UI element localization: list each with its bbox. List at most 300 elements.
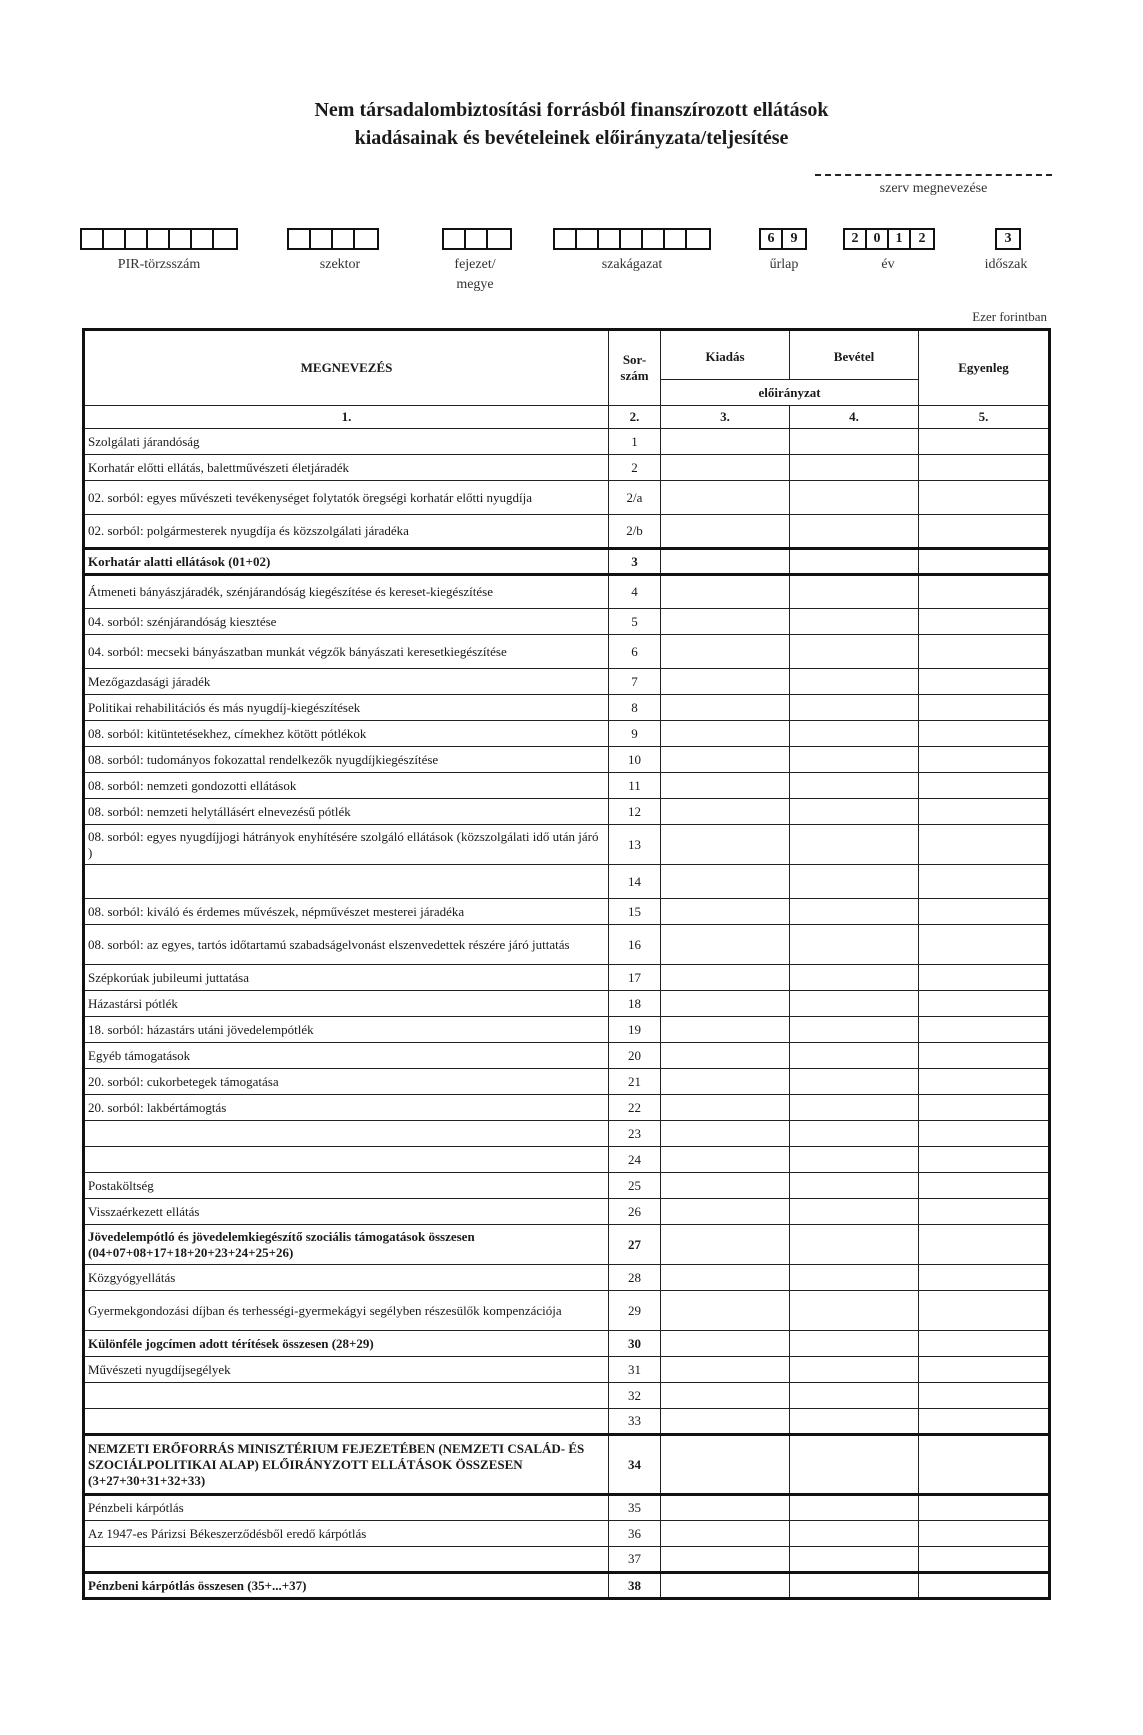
row-number: 11 <box>609 773 661 799</box>
egyenleg-cell[interactable] <box>919 481 1050 515</box>
row-number: 2 <box>609 455 661 481</box>
row-number: 7 <box>609 669 661 695</box>
egyenleg-cell[interactable] <box>919 1225 1050 1265</box>
table-row <box>84 1573 1050 1599</box>
kiadas-cell[interactable] <box>661 575 790 609</box>
kiadas-cell[interactable] <box>661 669 790 695</box>
bevetel-cell[interactable] <box>790 721 919 747</box>
table-row <box>84 429 1050 455</box>
row-number: 36 <box>609 1521 661 1547</box>
row-label: 08. sorból: egyes nyugdíjjogi hátrányok enyhítésére szolgáló ellátások (közszolgálati idő után járó ) <box>84 825 609 865</box>
bevetel-cell[interactable] <box>790 965 919 991</box>
kiadas-cell[interactable] <box>661 1265 790 1291</box>
code-box[interactable] <box>555 230 577 248</box>
row-label: Politikai rehabilitációs és más nyugdíj-kiegészítések <box>84 695 609 721</box>
code-box[interactable] <box>192 230 214 248</box>
kiadas-cell[interactable] <box>661 481 790 515</box>
egyenleg-cell[interactable] <box>919 925 1050 965</box>
egyenleg-cell[interactable] <box>919 1547 1050 1573</box>
bevetel-cell[interactable] <box>790 549 919 575</box>
table-row <box>84 635 1050 669</box>
kiadas-cell[interactable] <box>661 429 790 455</box>
row-label: 08. sorból: nemzeti gondozotti ellátások <box>84 773 609 799</box>
bevetel-cell[interactable] <box>790 515 919 549</box>
egyenleg-cell[interactable] <box>919 865 1050 899</box>
code-box[interactable] <box>214 230 236 248</box>
table-row <box>84 1147 1050 1173</box>
row-number: 21 <box>609 1069 661 1095</box>
kiadas-cell[interactable] <box>661 1435 790 1495</box>
idoszak-code-boxes <box>995 228 1021 250</box>
row-number: 22 <box>609 1095 661 1121</box>
header-sorszam-line-2: szám <box>620 368 649 383</box>
kiadas-cell[interactable] <box>661 865 790 899</box>
row-number: 16 <box>609 925 661 965</box>
egyenleg-cell[interactable] <box>919 429 1050 455</box>
egyenleg-cell[interactable] <box>919 799 1050 825</box>
code-box[interactable] <box>126 230 148 248</box>
table-row <box>84 695 1050 721</box>
kiadas-cell[interactable] <box>661 635 790 669</box>
kiadas-cell[interactable] <box>661 799 790 825</box>
bevetel-cell[interactable] <box>790 1409 919 1435</box>
row-number: 17 <box>609 965 661 991</box>
kiadas-cell[interactable] <box>661 773 790 799</box>
ev-digit-1: 2 <box>845 230 867 248</box>
egyenleg-cell[interactable] <box>919 669 1050 695</box>
bevetel-cell[interactable] <box>790 1521 919 1547</box>
table-row <box>84 1357 1050 1383</box>
row-label: 08. sorból: kitüntetésekhez, címekhez kötött pótlékok <box>84 721 609 747</box>
row-label: Átmeneti bányászjáradék, szénjárandóság kiegészítése és kereset-kiegészítése <box>84 575 609 609</box>
kiadas-cell[interactable] <box>661 515 790 549</box>
kiadas-cell[interactable] <box>661 991 790 1017</box>
bevetel-cell[interactable] <box>790 695 919 721</box>
table-row <box>84 899 1050 925</box>
row-label: 04. sorból: szénjárandóság kiesztése <box>84 609 609 635</box>
colnum-4: 4. <box>790 406 919 429</box>
row-label: 08. sorból: az egyes, tartós időtartamú szabadságelvonást elszenvedettek részére járó juttatás <box>84 925 609 965</box>
egyenleg-cell[interactable] <box>919 747 1050 773</box>
code-box[interactable] <box>687 230 709 248</box>
row-number: 26 <box>609 1199 661 1225</box>
egyenleg-cell[interactable] <box>919 773 1050 799</box>
fejezet-label-line-2: megye <box>456 277 494 292</box>
table-row <box>84 1199 1050 1225</box>
row-number: 6 <box>609 635 661 669</box>
code-box[interactable] <box>104 230 126 248</box>
row-label: 02. sorból: egyes művészeti tevékenységet folytatók öregségi korhatár előtti nyugdíja <box>84 481 609 515</box>
table-row <box>84 549 1050 575</box>
kiadas-cell[interactable] <box>661 1225 790 1265</box>
egyenleg-cell[interactable] <box>919 1409 1050 1435</box>
kiadas-cell[interactable] <box>661 1043 790 1069</box>
table-row <box>84 575 1050 609</box>
row-number: 3 <box>609 549 661 575</box>
header-sorszam <box>609 330 661 406</box>
row-number: 13 <box>609 825 661 865</box>
idoszak-label: időszak <box>984 257 1028 272</box>
bevetel-cell[interactable] <box>790 991 919 1017</box>
egyenleg-cell[interactable] <box>919 825 1050 865</box>
row-number: 35 <box>609 1495 661 1521</box>
row-label <box>84 865 609 899</box>
kiadas-cell[interactable] <box>661 1147 790 1173</box>
egyenleg-cell[interactable] <box>919 991 1050 1017</box>
row-label: 08. sorból: tudományos fokozattal rendelkezők nyugdíjkiegészítése <box>84 747 609 773</box>
kiadas-cell[interactable] <box>661 1173 790 1199</box>
bevetel-cell[interactable] <box>790 429 919 455</box>
kiadas-cell[interactable] <box>661 925 790 965</box>
egyenleg-cell[interactable] <box>919 549 1050 575</box>
bevetel-cell[interactable] <box>790 1291 919 1331</box>
row-label: Házastársi pótlék <box>84 991 609 1017</box>
row-label <box>84 1147 609 1173</box>
egyenleg-cell[interactable] <box>919 1331 1050 1357</box>
szektor-code-boxes[interactable] <box>287 228 379 250</box>
table-row <box>84 865 1050 899</box>
row-label: 02. sorból: polgármesterek nyugdíja és közszolgálati járadéka <box>84 515 609 549</box>
row-number: 24 <box>609 1147 661 1173</box>
egyenleg-cell[interactable] <box>919 695 1050 721</box>
row-number: 1 <box>609 429 661 455</box>
code-box[interactable] <box>665 230 687 248</box>
code-box[interactable] <box>444 230 466 248</box>
row-number: 18 <box>609 991 661 1017</box>
bevetel-cell[interactable] <box>790 1069 919 1095</box>
table-row <box>84 1547 1050 1573</box>
kiadas-cell[interactable] <box>661 549 790 575</box>
kiadas-cell[interactable] <box>661 609 790 635</box>
row-number: 20 <box>609 1043 661 1069</box>
row-label: 20. sorból: lakbértámogtás <box>84 1095 609 1121</box>
egyenleg-cell[interactable] <box>919 1521 1050 1547</box>
row-number: 8 <box>609 695 661 721</box>
table-row <box>84 925 1050 965</box>
kiadas-cell[interactable] <box>661 1521 790 1547</box>
row-label: Pénzbeli kárpótlás <box>84 1495 609 1521</box>
table-row <box>84 1121 1050 1147</box>
bevetel-cell[interactable] <box>790 799 919 825</box>
kiadas-cell[interactable] <box>661 1069 790 1095</box>
egyenleg-cell[interactable] <box>919 1573 1050 1599</box>
pir-code-boxes[interactable] <box>80 228 238 250</box>
kiadas-cell[interactable] <box>661 721 790 747</box>
pir-label: PIR-törzsszám <box>117 257 201 272</box>
table-row <box>84 1069 1050 1095</box>
szakagazat-label: szakágazat <box>601 257 663 272</box>
bevetel-cell[interactable] <box>790 1357 919 1383</box>
egyenleg-cell[interactable] <box>919 1383 1050 1409</box>
table-row <box>84 481 1050 515</box>
header-row-1 <box>84 330 1050 380</box>
row-number: 27 <box>609 1225 661 1265</box>
egyenleg-cell[interactable] <box>919 455 1050 481</box>
table-row <box>84 1331 1050 1357</box>
egyenleg-cell[interactable] <box>919 1121 1050 1147</box>
row-label: Gyermekgondozási díjban és terhességi-gyermekágyi segélyben részesülők kompenzációja <box>84 1291 609 1331</box>
row-number: 15 <box>609 899 661 925</box>
table-row <box>84 1291 1050 1331</box>
row-number: 19 <box>609 1017 661 1043</box>
row-number: 30 <box>609 1331 661 1357</box>
row-number: 38 <box>609 1573 661 1599</box>
bevetel-cell[interactable] <box>790 1199 919 1225</box>
kiadas-cell[interactable] <box>661 825 790 865</box>
table-row <box>84 1409 1050 1435</box>
row-label: Különféle jogcímen adott térítések összesen (28+29) <box>84 1331 609 1357</box>
kiadas-cell[interactable] <box>661 747 790 773</box>
row-label <box>84 1121 609 1147</box>
szektor-label: szektor <box>319 257 361 272</box>
table-row <box>84 825 1050 865</box>
kiadas-cell[interactable] <box>661 1331 790 1357</box>
egyenleg-cell[interactable] <box>919 1199 1050 1225</box>
row-number: 5 <box>609 609 661 635</box>
egyenleg-cell[interactable] <box>919 1043 1050 1069</box>
row-label: Szépkorúak jubileumi juttatása <box>84 965 609 991</box>
table-row <box>84 455 1050 481</box>
code-box[interactable] <box>289 230 311 248</box>
urlap-digit-1: 6 <box>761 230 783 248</box>
row-number: 4 <box>609 575 661 609</box>
egyenleg-cell[interactable] <box>919 1017 1050 1043</box>
row-label: Szolgálati járandóság <box>84 429 609 455</box>
row-label: Művészeti nyugdíjsegélyek <box>84 1357 609 1383</box>
table-row <box>84 1495 1050 1521</box>
kiadas-cell[interactable] <box>661 1573 790 1599</box>
header-kiadas: Kiadás <box>661 330 790 380</box>
bevetel-cell[interactable] <box>790 609 919 635</box>
table-row <box>84 1017 1050 1043</box>
egyenleg-cell[interactable] <box>919 1265 1050 1291</box>
bevetel-cell[interactable] <box>790 1573 919 1599</box>
code-box[interactable] <box>643 230 665 248</box>
urlap-code-boxes <box>759 228 807 250</box>
row-number: 31 <box>609 1357 661 1383</box>
row-label: Korhatár előtti ellátás, balettművészeti életjáradék <box>84 455 609 481</box>
colnum-5: 5. <box>919 406 1050 429</box>
colnum-3: 3. <box>661 406 790 429</box>
row-number: 10 <box>609 747 661 773</box>
table-row <box>84 609 1050 635</box>
row-number: 32 <box>609 1383 661 1409</box>
row-number: 28 <box>609 1265 661 1291</box>
egyenleg-cell[interactable] <box>919 635 1050 669</box>
ev-label: év <box>881 257 895 272</box>
header-megnevezes: MEGNEVEZÉS <box>84 330 609 406</box>
row-label: NEMZETI ERŐFORRÁS MINISZTÉRIUM FEJEZETÉBEN (NEMZETI CSALÁD- ÉS SZOCIÁLPOLITIKAI ALAP) ELŐIRÁNYZOTT ELLÁTÁSOK ÖSSZESEN (3+27+30+31+32+33) <box>84 1435 609 1495</box>
org-name-line[interactable] <box>815 174 1052 176</box>
fejezet-label <box>430 255 520 295</box>
bevetel-cell[interactable] <box>790 1095 919 1121</box>
fejezet-code-boxes[interactable] <box>442 228 512 250</box>
row-label: Korhatár alatti ellátások (01+02) <box>84 549 609 575</box>
row-number: 34 <box>609 1435 661 1495</box>
row-label <box>84 1409 609 1435</box>
code-box[interactable] <box>599 230 621 248</box>
table-row <box>84 799 1050 825</box>
egyenleg-cell[interactable] <box>919 575 1050 609</box>
kiadas-cell[interactable] <box>661 455 790 481</box>
bevetel-cell[interactable] <box>790 1435 919 1495</box>
row-label: Egyéb támogatások <box>84 1043 609 1069</box>
kiadas-cell[interactable] <box>661 1357 790 1383</box>
egyenleg-cell[interactable] <box>919 1291 1050 1331</box>
table-row <box>84 1095 1050 1121</box>
kiadas-cell[interactable] <box>661 1121 790 1147</box>
kiadas-cell[interactable] <box>661 965 790 991</box>
row-number: 2/a <box>609 481 661 515</box>
kiadas-cell[interactable] <box>661 1291 790 1331</box>
table-row <box>84 669 1050 695</box>
urlap-label: űrlap <box>769 257 799 272</box>
table-row <box>84 747 1050 773</box>
bevetel-cell[interactable] <box>790 1547 919 1573</box>
title-line-2: kiadásainak és bevételeinek előirányzata/teljesítése <box>354 127 789 149</box>
row-label <box>84 1547 609 1573</box>
bevetel-cell[interactable] <box>790 481 919 515</box>
kiadas-cell[interactable] <box>661 695 790 721</box>
table-row <box>84 1173 1050 1199</box>
egyenleg-cell[interactable] <box>919 515 1050 549</box>
table-row <box>84 991 1050 1017</box>
table-row <box>84 1043 1050 1069</box>
bevetel-cell[interactable] <box>790 1265 919 1291</box>
kiadas-cell[interactable] <box>661 1095 790 1121</box>
code-box[interactable] <box>488 230 510 248</box>
code-box[interactable] <box>82 230 104 248</box>
row-number: 25 <box>609 1173 661 1199</box>
row-label: Jövedelempótló és jövedelemkiegészítő szociális támogatások összesen (04+07+08+17+18+20+23+24+25+26) <box>84 1225 609 1265</box>
bevetel-cell[interactable] <box>790 747 919 773</box>
egyenleg-cell[interactable] <box>919 1069 1050 1095</box>
egyenleg-cell[interactable] <box>919 1173 1050 1199</box>
bevetel-cell[interactable] <box>790 773 919 799</box>
code-box[interactable] <box>466 230 488 248</box>
header-sorszam-line-1: Sor- <box>622 352 647 367</box>
row-number: 23 <box>609 1121 661 1147</box>
bevetel-cell[interactable] <box>790 825 919 865</box>
idoszak-digit-1: 3 <box>1004 231 1012 246</box>
kiadas-cell[interactable] <box>661 1409 790 1435</box>
egyenleg-cell[interactable] <box>919 1435 1050 1495</box>
table-row <box>84 515 1050 549</box>
form-table <box>82 328 1051 1600</box>
ev-code-boxes <box>843 228 935 250</box>
egyenleg-cell[interactable] <box>919 965 1050 991</box>
row-number: 9 <box>609 721 661 747</box>
row-number: 29 <box>609 1291 661 1331</box>
kiadas-cell[interactable] <box>661 1495 790 1521</box>
table-row <box>84 1521 1050 1547</box>
title-line-1: Nem társadalombiztosítási forrásból finanszírozott ellátások <box>314 99 829 121</box>
bevetel-cell[interactable] <box>790 1121 919 1147</box>
kiadas-cell[interactable] <box>661 1199 790 1225</box>
code-box[interactable] <box>148 230 170 248</box>
table-row <box>84 1225 1050 1265</box>
row-label: 20. sorból: cukorbetegek támogatása <box>84 1069 609 1095</box>
header-bevetel: Bevétel <box>790 330 919 380</box>
table-row <box>84 965 1050 991</box>
kiadas-cell[interactable] <box>661 1547 790 1573</box>
bevetel-cell[interactable] <box>790 1495 919 1521</box>
kiadas-cell[interactable] <box>661 1017 790 1043</box>
unit-label: Ezer forintban <box>972 309 1047 324</box>
egyenleg-cell[interactable] <box>919 609 1050 635</box>
table-row <box>84 1383 1050 1409</box>
colnum-2: 2. <box>609 406 661 429</box>
fejezet-label-line-1: fejezet/ <box>454 257 496 272</box>
header-egyenleg: Egyenleg <box>919 330 1050 406</box>
bevetel-cell[interactable] <box>790 1331 919 1357</box>
egyenleg-cell[interactable] <box>919 1495 1050 1521</box>
column-number-row <box>84 406 1050 429</box>
bevetel-cell[interactable] <box>790 899 919 925</box>
urlap-digit-2: 9 <box>790 231 798 246</box>
kiadas-cell[interactable] <box>661 1383 790 1409</box>
header-eloiranyzat: előirányzat <box>661 380 919 406</box>
bevetel-cell[interactable] <box>790 635 919 669</box>
egyenleg-cell[interactable] <box>919 1147 1050 1173</box>
bevetel-cell[interactable] <box>790 1173 919 1199</box>
row-number: 37 <box>609 1547 661 1573</box>
ev-digit-2: 0 <box>867 230 889 248</box>
code-box[interactable] <box>577 230 599 248</box>
code-box[interactable] <box>355 230 377 248</box>
org-name-label: szerv megnevezése <box>879 181 988 196</box>
row-label: 08. sorból: nemzeti helytállásért elnevezésű pótlék <box>84 799 609 825</box>
bevetel-cell[interactable] <box>790 1043 919 1069</box>
row-label: Közgyógyellátás <box>84 1265 609 1291</box>
ev-digit-4: 2 <box>918 231 926 246</box>
row-label: Postaköltség <box>84 1173 609 1199</box>
row-label: 08. sorból: kiváló és érdemes művészek, népművészet mesterei járadéka <box>84 899 609 925</box>
code-box[interactable] <box>311 230 333 248</box>
code-box[interactable] <box>170 230 192 248</box>
egyenleg-cell[interactable] <box>919 899 1050 925</box>
code-box[interactable] <box>621 230 643 248</box>
egyenleg-cell[interactable] <box>919 1357 1050 1383</box>
table-row <box>84 773 1050 799</box>
row-label: Visszaérkezett ellátás <box>84 1199 609 1225</box>
szakagazat-code-boxes[interactable] <box>553 228 711 250</box>
bevetel-cell[interactable] <box>790 455 919 481</box>
row-label: Mezőgazdasági járadék <box>84 669 609 695</box>
row-number: 33 <box>609 1409 661 1435</box>
table-row <box>84 721 1050 747</box>
code-box[interactable] <box>333 230 355 248</box>
bevetel-cell[interactable] <box>790 925 919 965</box>
bevetel-cell[interactable] <box>790 669 919 695</box>
bevetel-cell[interactable] <box>790 865 919 899</box>
bevetel-cell[interactable] <box>790 1147 919 1173</box>
bevetel-cell[interactable] <box>790 1225 919 1265</box>
kiadas-cell[interactable] <box>661 899 790 925</box>
row-number: 14 <box>609 865 661 899</box>
row-number: 12 <box>609 799 661 825</box>
row-label: Pénzbeni kárpótlás összesen (35+...+37) <box>84 1573 609 1599</box>
bevetel-cell[interactable] <box>790 575 919 609</box>
egyenleg-cell[interactable] <box>919 1095 1050 1121</box>
ev-digit-3: 1 <box>889 230 911 248</box>
bevetel-cell[interactable] <box>790 1383 919 1409</box>
table-row <box>84 1265 1050 1291</box>
form-title <box>0 96 1143 152</box>
bevetel-cell[interactable] <box>790 1017 919 1043</box>
table-row <box>84 1435 1050 1495</box>
egyenleg-cell[interactable] <box>919 721 1050 747</box>
